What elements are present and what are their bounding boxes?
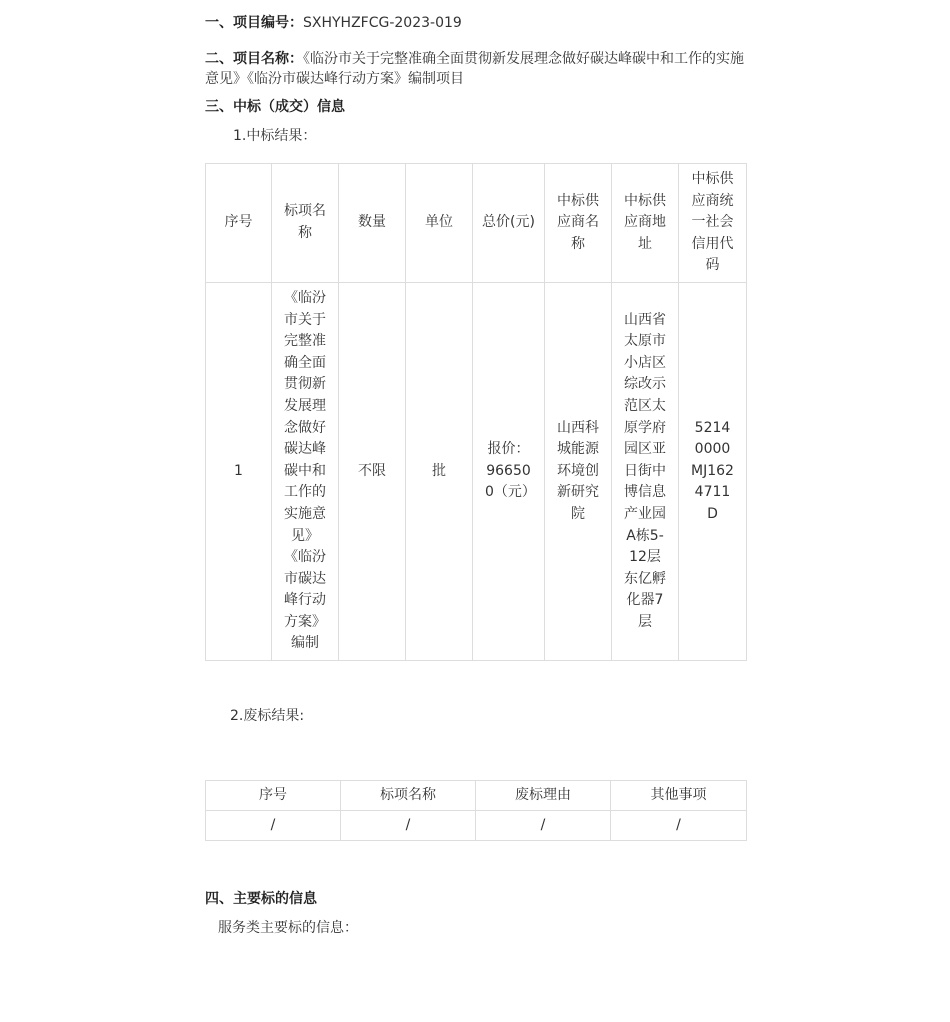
award-info-heading: 三、中标（成交）信息 xyxy=(205,99,345,115)
abolish-result-label: 2.废标结果: xyxy=(230,708,305,724)
header-cell: 标项名称 xyxy=(341,781,476,811)
supplier-address: 山西省太原市小店区综改示范区太原学府园区亚日街中博信息产业园A栋5-12层东亿孵化器7层 xyxy=(612,282,679,660)
table-cell: / xyxy=(206,811,341,841)
unit: 批 xyxy=(406,282,473,660)
header-cell: 废标理由 xyxy=(476,781,611,811)
item-name: 《临汾市关于完整准确全面贯彻新发展理念做好碳达峰碳中和工作的实施意见》《临汾市碳达峰行动方案》编制 xyxy=(272,282,339,660)
award-table-header-row xyxy=(206,164,747,283)
total-price: 报价：966500（元） xyxy=(473,282,545,660)
header-cell: 总价(元) xyxy=(473,164,545,283)
table-cell: / xyxy=(341,811,476,841)
award-table-row xyxy=(206,282,747,660)
service-subject-label: 服务类主要标的信息： xyxy=(218,920,358,936)
project-number-label: 一、项目编号： xyxy=(205,15,303,31)
award-result-label: 1.中标结果： xyxy=(233,128,317,144)
header-cell: 序号 xyxy=(206,781,341,811)
header-cell: 其他事项 xyxy=(611,781,747,811)
project-name-line xyxy=(205,49,746,89)
header-cell: 标项名称 xyxy=(272,164,339,283)
table-cell: / xyxy=(476,811,611,841)
abolish-table-header-row xyxy=(206,781,747,811)
header-cell: 中标供应商统一社会信用代码 xyxy=(679,164,747,283)
main-subject-heading: 四、主要标的信息 xyxy=(205,891,317,907)
header-cell: 序号 xyxy=(206,164,272,283)
project-name-value: 《临汾市关于完整准确全面贯彻新发展理念做好碳达峰碳中和工作的实施意见》《临汾市碳达峰行动方案》编制项目 xyxy=(205,51,744,87)
project-number-value: SXHYHZFCG-2023-019 xyxy=(303,15,462,31)
row-number: 1 xyxy=(206,282,272,660)
quantity: 不限 xyxy=(339,282,406,660)
header-cell: 中标供应商地址 xyxy=(612,164,679,283)
table-cell: / xyxy=(611,811,747,841)
project-name-label: 二、项目名称： xyxy=(205,51,303,67)
credit-code: 52140000MJ1624711D xyxy=(679,282,747,660)
supplier-name: 山西科城能源环境创新研究院 xyxy=(545,282,612,660)
header-cell: 单位 xyxy=(406,164,473,283)
header-cell: 中标供应商名称 xyxy=(545,164,612,283)
project-number-line xyxy=(205,13,746,33)
award-result-table xyxy=(205,163,747,661)
abolish-result-table xyxy=(205,780,747,841)
header-cell: 数量 xyxy=(339,164,406,283)
abolish-table-row xyxy=(206,811,747,841)
